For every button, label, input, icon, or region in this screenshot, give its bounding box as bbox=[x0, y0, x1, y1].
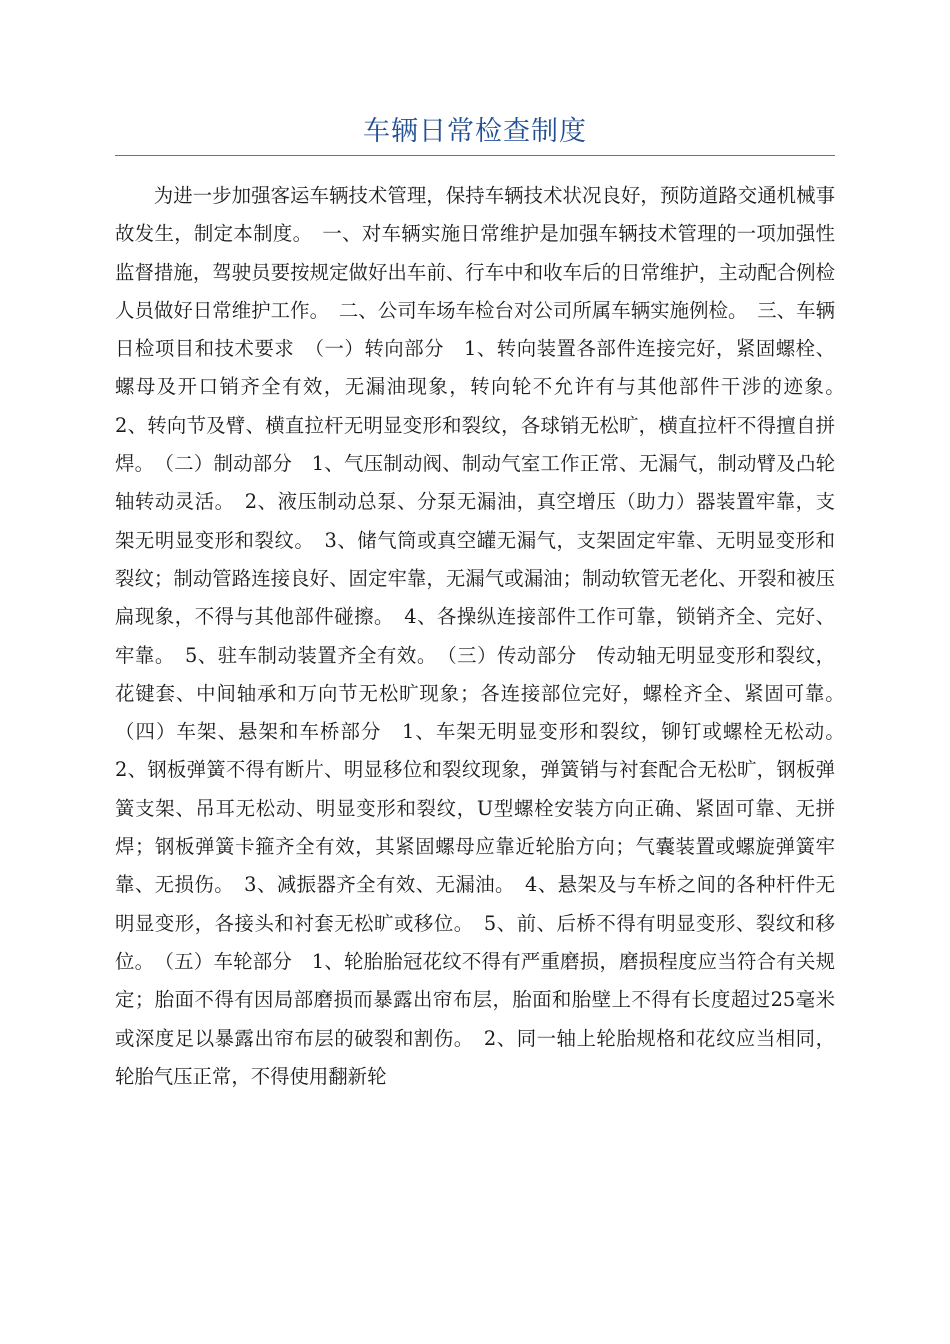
title-underline bbox=[115, 155, 835, 156]
document-title: 车辆日常检查制度 bbox=[363, 116, 587, 147]
document-body: 为进一步加强客运车辆技术管理，保持车辆技术状况良好，预防道路交通机械事故发生，制定本制度。 一、对车辆实施日常维护是加强车辆技术管理的一项加强性监督措施，驾驶员要按规定做好出车前、行车中和收车后的日常维护，主动配合例检人员做好日常维护工作。 二、公司车场车检台对公司所属车辆实施例检。 三、车辆日检项目和技术要求 （一）转向部分 1、转向装置各部件连接完好，紧固螺栓、螺母及开口销齐全有效，无漏油现象，转向轮不允许有与其他部件干涉的迹象。 2、转向节及臂、横直拉杆无明显变形和裂纹，各球销无松旷，横直拉杆不得擅自拼焊。 （二）制动部分 1、气压制动阀、制动气室工作正常、无漏气，制动臂及凸轮轴转动灵活。 2、液压制动总泵、分泵无漏油，真空增压（助力）器装置牢靠，支架无明显变形和裂纹。 3、储气筒或真空罐无漏气，支架固定牢靠、无明显变形和裂纹；制动管路连接良好、固定牢靠，无漏气或漏油；制动软管无老化、开裂和被压扁现象，不得与其他部件碰擦。 4、各操纵连接部件工作可靠，锁销齐全、完好、牢靠。 5、驻车制动装置齐全有效。 （三）传动部分 传动轴无明显变形和裂纹，花键套、中间轴承和万向节无松旷现象；各连接部位完好，螺栓齐全、紧固可靠。 （四）车架、悬架和车桥部分 1、车架无明显变形和裂纹，铆钉或螺栓无松动。 2、钢板弹簧不得有断片、明显移位和裂纹现象，弹簧销与衬套配合无松旷，钢板弹簧支架、吊耳无松动、明显变形和裂纹，U型螺栓安装方向正确、紧固可靠、无拼焊；钢板弹簧卡箍齐全有效，其紧固螺母应靠近轮胎方向；气囊装置或螺旋弹簧牢靠、无损伤。 3、减振器齐全有效、无漏油。 4、悬架及与车桥之间的各种杆件无明显变形，各接头和衬套无松旷或移位。 5、前、后桥不得有明显变形、裂纹和移位。 （五）车轮部分 1、轮胎胎冠花纹不得有严重磨损，磨损程度应当符合有关规定；胎面不得有因局部磨损而暴露出帘布层，胎面和胎壁上不得有长度超过25毫米或深度足以暴露出帘布层的破裂和割伤。 2、同一轴上轮胎规格和花纹应当相同，轮胎气压正常，不得使用翻新轮 bbox=[115, 184, 855, 1088]
